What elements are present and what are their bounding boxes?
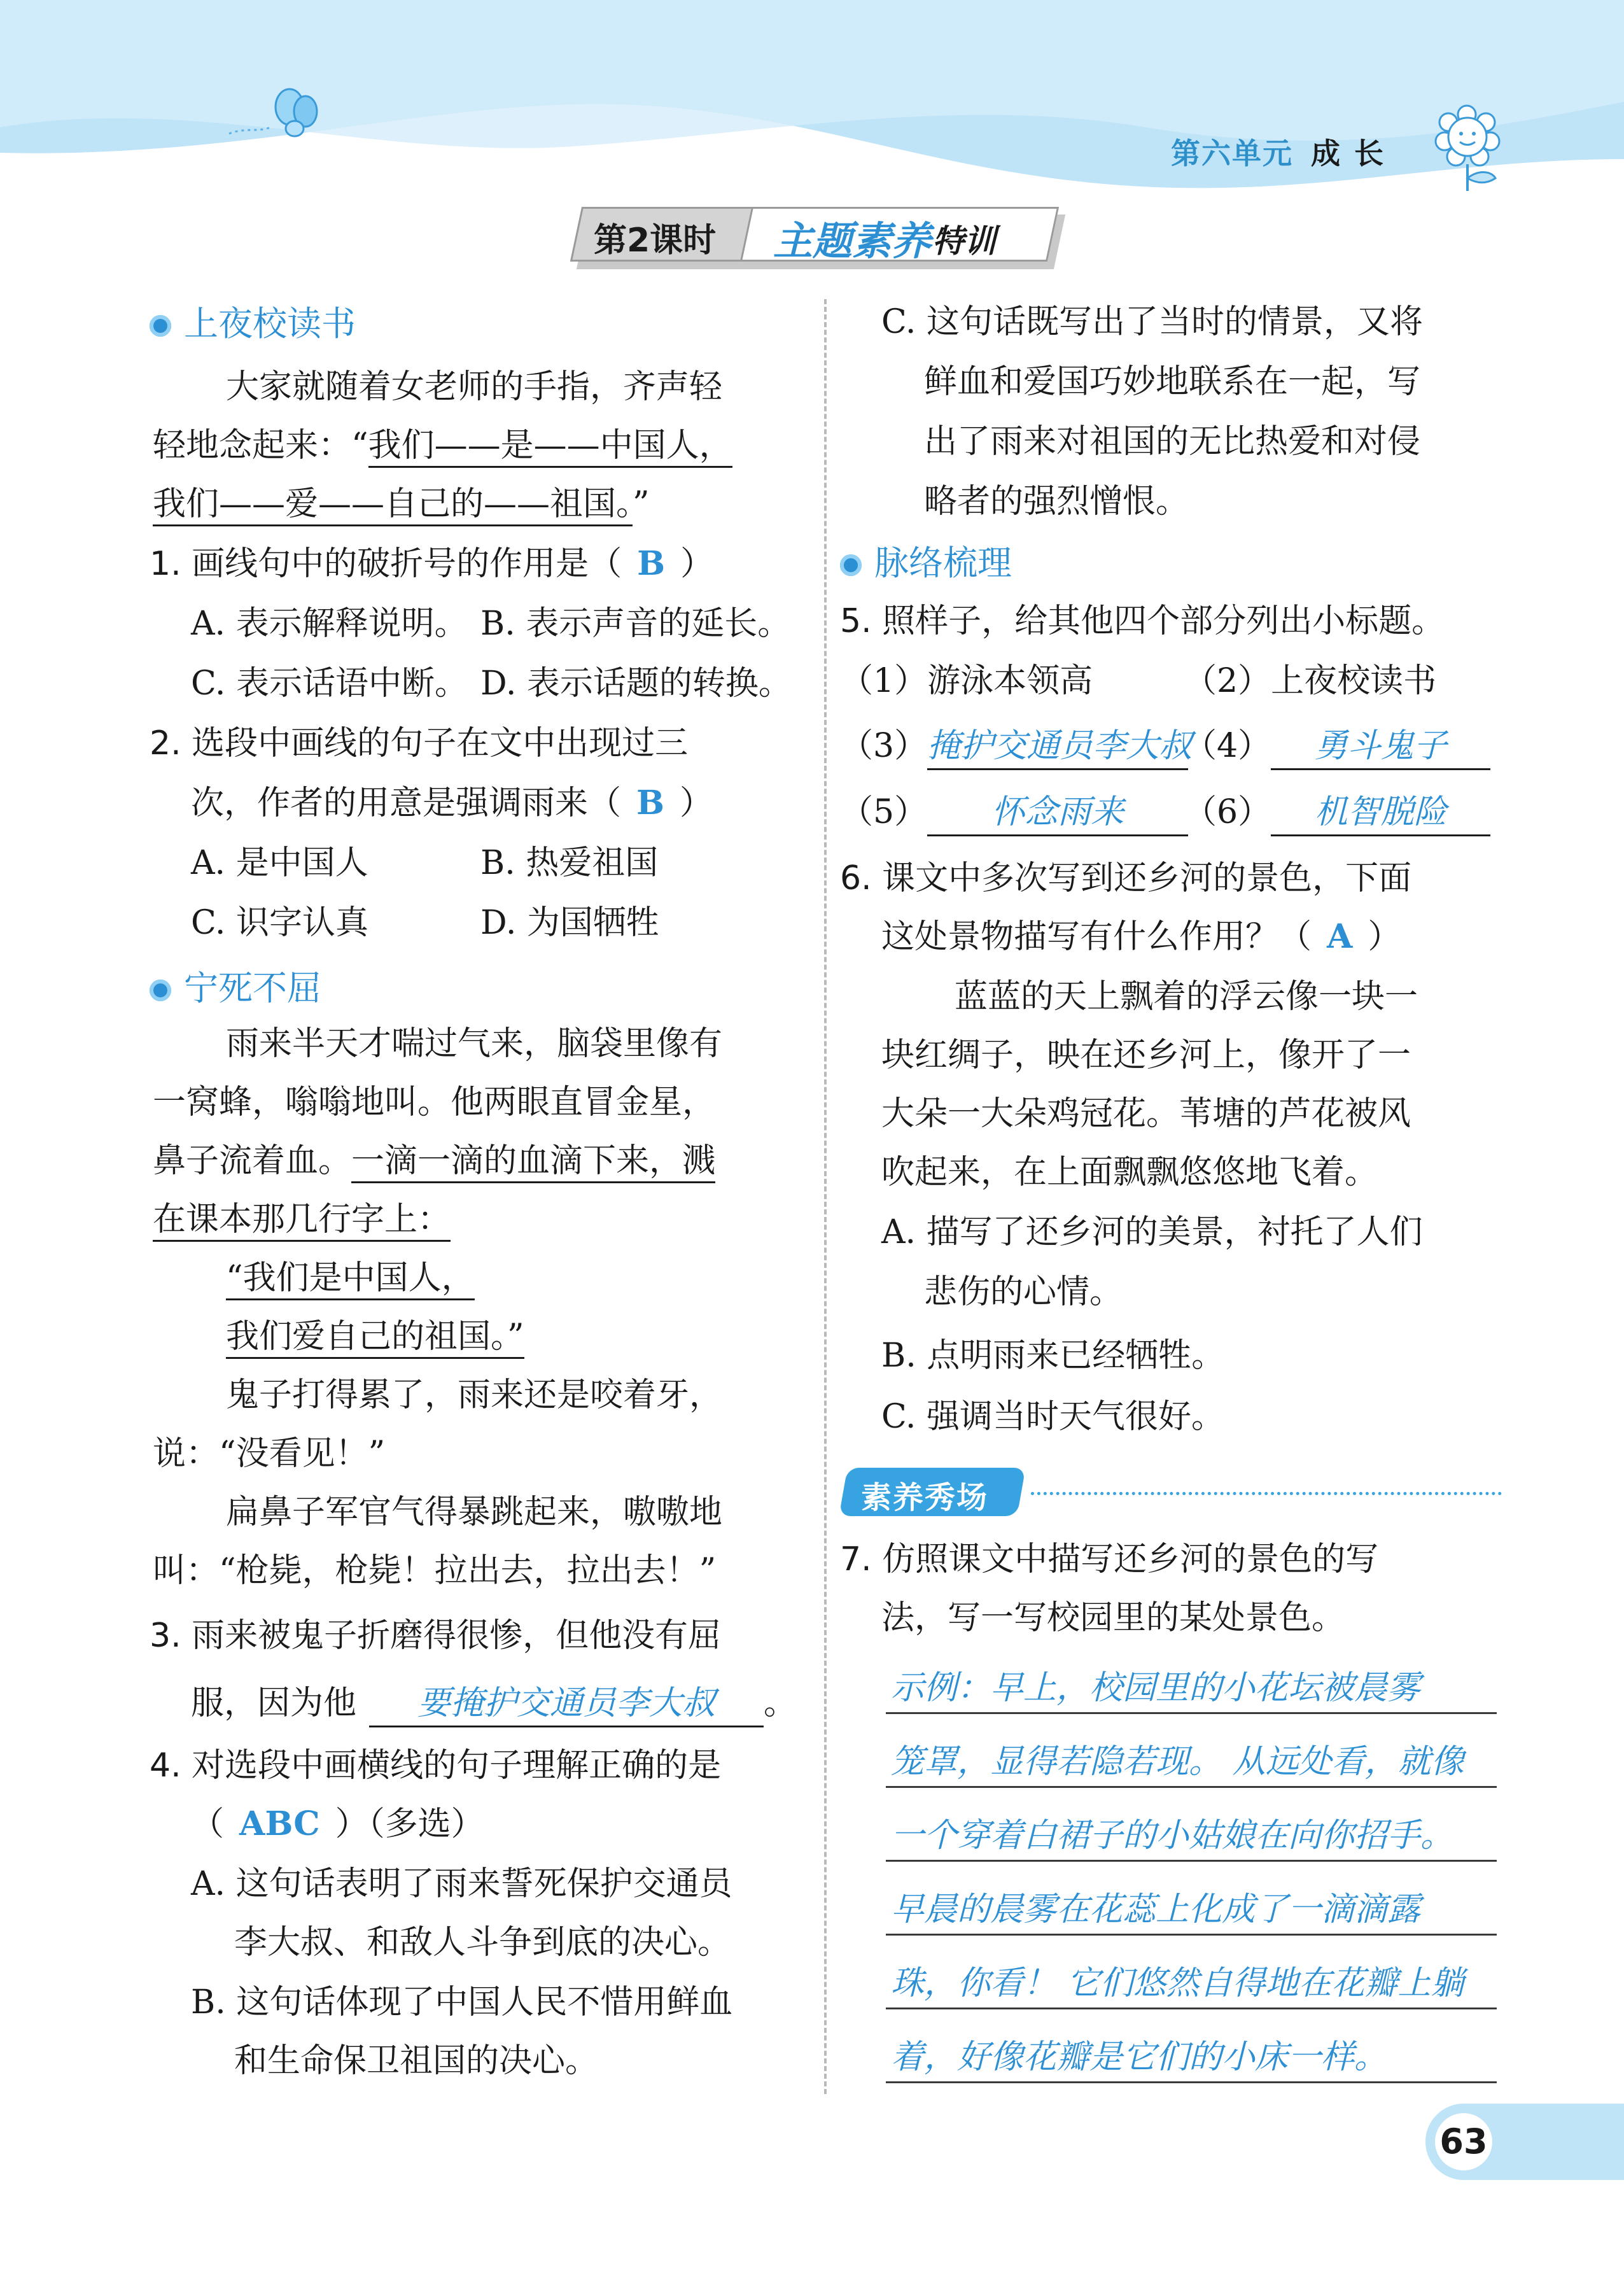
showcase-badge: 素养秀场 xyxy=(843,1468,1021,1516)
butterfly-icon xyxy=(226,83,321,146)
q4-option-c-line3: 出了雨来对祖国的无比热爱和对侵 xyxy=(924,423,1421,461)
q5-item-2: （2）上夜校读书 xyxy=(1184,662,1437,700)
passage2-line6: 我们爱自己的祖国。” xyxy=(226,1311,524,1362)
q2-option-a: A. 是中国人 xyxy=(191,844,368,882)
q4-option-c-line2: 鲜血和爱国巧妙地联系在一起，写 xyxy=(924,363,1421,401)
lesson-title: 主题素养 xyxy=(773,218,932,264)
question-7-line2: 法，写一写校园里的某处景色。 xyxy=(881,1599,1345,1637)
section-heading-night-school: 上夜校读书 xyxy=(150,297,356,346)
writing-line xyxy=(886,1934,1497,1936)
q7-answer-line4: 早晨的晨雾在花蕊上化成了一滴滴露 xyxy=(891,1890,1421,1929)
q6-passage-line1: 蓝蓝的天上飘着的浮云像一块一 xyxy=(955,978,1418,1016)
passage2-line7: 鬼子打得累了，雨来还是咬着牙， xyxy=(226,1376,723,1414)
column-divider xyxy=(824,299,827,2094)
q1-option-c: C. 表示话语中断。 xyxy=(191,664,468,703)
q1-option-b: B. 表示声音的延长。 xyxy=(480,605,791,643)
question-6-answer: A xyxy=(1327,917,1353,956)
q1-option-a: A. 表示解释说明。 xyxy=(191,605,468,643)
q6-option-a-line2: 悲伤的心情。 xyxy=(924,1273,1123,1311)
q6-passage-line4: 吹起来，在上面飘飘悠悠地飞着。 xyxy=(881,1153,1378,1192)
lesson-number: 第2课时 xyxy=(594,221,717,260)
passage2-line4: 在课本那几行字上： xyxy=(153,1194,451,1245)
question-1-answer: B xyxy=(637,544,666,583)
bullet-dot-icon xyxy=(840,554,862,576)
bullet-dot-icon xyxy=(150,980,171,1001)
passage2-line5: “我们是中国人， xyxy=(226,1253,475,1304)
writing-line xyxy=(886,1786,1497,1788)
q5-answer-5: 怀念雨来 xyxy=(927,790,1188,836)
bullet-dot-icon xyxy=(150,315,171,337)
q5-answer-3: 掩护交通员李大叔 xyxy=(927,724,1188,770)
question-4-answer: ABC xyxy=(239,1804,320,1843)
question-3-line2: 服，因为他 要掩护交通员李大叔 。 xyxy=(191,1678,797,1729)
showcase-dotted-rule xyxy=(1031,1492,1502,1495)
q1-option-d: D. 表示话题的转换。 xyxy=(480,664,792,703)
q4-option-b-line2: 和生命保卫祖国的决心。 xyxy=(234,2042,599,2080)
writing-line xyxy=(886,1712,1497,1714)
q2-option-d: D. 为国牺牲 xyxy=(480,904,659,942)
writing-line xyxy=(886,2007,1497,2009)
writing-line xyxy=(886,1860,1497,1862)
q4-option-c-line1: C. 这句话既写出了当时的情景，又将 xyxy=(881,303,1423,341)
question-6-line2: 这处景物描写有什么作用？（ A ） xyxy=(881,917,1401,956)
q4-option-a-line2: 李大叔、和敌人斗争到底的决心。 xyxy=(234,1923,731,1962)
section-heading-outline: 脉络梳理 xyxy=(840,536,1012,585)
q7-answer-line1: 示例：早上，校园里的小花坛被晨雾 xyxy=(891,1669,1421,1707)
q5-item-4: （4） 勇斗鬼子 xyxy=(1184,721,1490,771)
passage2-line10: 叫：“枪毙，枪毙！拉出去，拉出去！” xyxy=(153,1552,717,1590)
page-number: 63 xyxy=(1435,2113,1492,2170)
lesson-subtitle: 特训 xyxy=(932,223,996,260)
q5-item-5: （5） 怀念雨来 xyxy=(840,787,1188,838)
unit-label: 第六单元 xyxy=(1171,136,1293,171)
q6-option-a-line1: A. 描写了还乡河的美景，衬托了人们 xyxy=(881,1213,1423,1251)
q7-answer-line5: 珠，你看！ 它们悠然自得地在花瓣上躺 xyxy=(891,1964,1464,2002)
writing-line xyxy=(886,2081,1497,2083)
question-6: 6. 课文中多次写到还乡河的景色，下面 xyxy=(840,859,1412,897)
question-7: 7. 仿照课文中描写还乡河的景色的写 xyxy=(840,1540,1379,1578)
q6-passage-line2: 块红绸子，映在还乡河上，像开了一 xyxy=(881,1036,1411,1074)
q5-item-3: （3）掩护交通员李大叔 xyxy=(840,721,1188,771)
passage1-line2: 轻地念起来：“我们——是——中国人， xyxy=(153,420,732,471)
passage2-line2: 一窝蜂，嗡嗡地叫。他两眼直冒金星， xyxy=(153,1083,716,1121)
question-3-answer: 要掩护交通员李大叔 xyxy=(369,1681,764,1727)
passage2-line9: 扁鼻子军官气得暴跳起来，嗷嗷地 xyxy=(226,1493,723,1531)
q4-option-c-line4: 略者的强烈憎恨。 xyxy=(924,482,1189,521)
passage1-line1: 大家就随着女老师的手指，齐声轻 xyxy=(226,368,723,406)
q7-answer-line6: 着，好像花瓣是它们的小床一样。 xyxy=(891,2038,1388,2076)
q7-answer-line3: 一个穿着白裙子的小姑娘在向你招手。 xyxy=(891,1817,1454,1855)
question-5: 5. 照样子，给其他四个部分列出小标题。 xyxy=(840,602,1445,640)
q4-option-a-line1: A. 这句话表明了雨来誓死保护交通员 xyxy=(191,1865,732,1903)
question-3: 3. 雨来被鬼子折磨得很惨，但他没有屈 xyxy=(150,1617,722,1655)
lesson-banner xyxy=(576,207,1060,269)
q5-item-6: （6） 机智脱险 xyxy=(1184,787,1490,838)
question-4-line2: （ ABC ）（多选） xyxy=(191,1804,484,1843)
question-2-line2: 次，作者的用意是强调雨来（ B ） xyxy=(191,784,713,822)
question-2: 2. 选段中画线的句子在文中出现过三 xyxy=(150,724,689,763)
passage1-line3: 我们——爱——自己的——祖国。” xyxy=(153,479,650,530)
q5-answer-6: 机智脱险 xyxy=(1271,790,1490,836)
q6-passage-line3: 大朵一大朵鸡冠花。苇塘的芦花被风 xyxy=(881,1095,1411,1133)
sunflower-icon xyxy=(1419,89,1515,194)
q5-answer-4: 勇斗鬼子 xyxy=(1271,724,1490,770)
question-1: 1. 画线句中的破折号的作用是（ B ） xyxy=(150,544,714,583)
passage2-line8: 说：“没看见！” xyxy=(153,1435,386,1473)
question-4: 4. 对选段中画横线的句子理解正确的是 xyxy=(150,1747,722,1785)
passage2-line1: 雨来半天才喘过气来，脑袋里像有 xyxy=(226,1025,723,1063)
q5-item-1: （1）游泳本领高 xyxy=(840,662,1093,700)
section-heading-unyielding: 宁死不屈 xyxy=(150,961,321,1010)
q6-option-b: B. 点明雨来已经牺牲。 xyxy=(881,1337,1225,1375)
q6-option-c: C. 强调当时天气很好。 xyxy=(881,1398,1224,1436)
unit-topic: 成长 xyxy=(1311,136,1397,171)
q2-option-b: B. 热爱祖国 xyxy=(480,844,659,882)
q4-option-b-line1: B. 这句话体现了中国人民不惜用鲜血 xyxy=(191,1983,733,2021)
question-2-answer: B xyxy=(636,784,664,822)
passage2-line3: 鼻子流着血。一滴一滴的血滴下来，溅 xyxy=(153,1135,715,1186)
q2-option-c: C. 识字认真 xyxy=(191,904,368,942)
q7-answer-line2: 笼罩，显得若隐若现。 从远处看，就像 xyxy=(891,1743,1464,1781)
